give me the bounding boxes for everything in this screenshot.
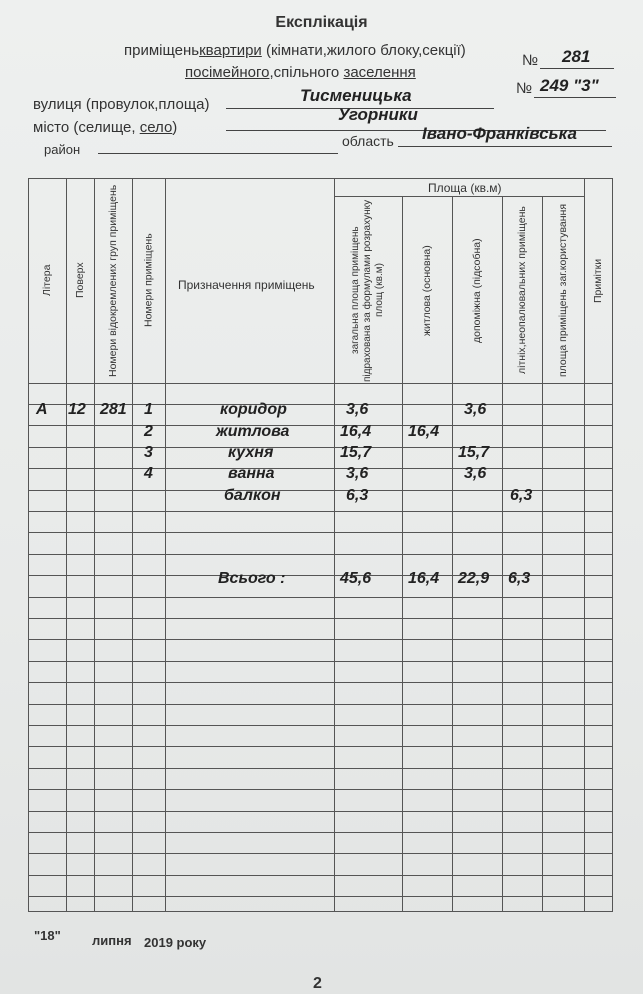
region-label: область	[342, 133, 394, 149]
document-title: Експлікація	[275, 14, 368, 31]
cell-total: 3,6	[346, 401, 369, 418]
col-header-purpose: Призначення приміщень	[178, 278, 315, 292]
table-row-line	[28, 746, 613, 747]
table-row-line	[28, 661, 613, 662]
table-row-line	[28, 639, 613, 640]
table-row-line	[28, 554, 613, 555]
number-label: №	[522, 52, 539, 69]
explication-table	[28, 178, 613, 912]
cell-total: 6,3	[346, 487, 369, 504]
subtitle-line-2: посімейного,спільного заселення	[185, 64, 416, 81]
number2-value: 249 "3"	[540, 76, 599, 95]
table-row-line	[28, 511, 613, 512]
table-row-line	[28, 682, 613, 683]
totals-label: Всього :	[218, 570, 286, 587]
table-row-line	[28, 597, 613, 598]
col-header-notes: Примітки	[592, 258, 604, 303]
cell-purpose: балкон	[224, 487, 281, 504]
table-row-line	[28, 789, 613, 790]
table-row-line	[28, 468, 613, 469]
cell-num: 1	[144, 401, 153, 418]
totals-total: 45,6	[340, 570, 372, 587]
totals-summer: 6,3	[508, 570, 531, 587]
cell-total: 16,4	[340, 423, 372, 440]
totals-living: 16,4	[408, 570, 440, 587]
table-row-line	[28, 853, 613, 854]
col-header-common: площа приміщень заг.користування	[557, 203, 569, 378]
table-row-line	[28, 425, 613, 426]
table-row-line	[28, 725, 613, 726]
subtitle-line-1: приміщеньквартири (кімнати,жилого блоку,секції)	[124, 42, 466, 59]
cell-purpose: ванна	[228, 465, 275, 482]
cell-num: 4	[144, 465, 153, 482]
district-label: район	[44, 142, 81, 157]
cell-litera: А	[36, 401, 48, 418]
table-row-line	[28, 447, 613, 448]
totals-aux: 22,9	[458, 570, 490, 587]
table-row-line	[28, 875, 613, 876]
street-label: вулиця (провулок,площа)	[33, 96, 210, 113]
city-label: місто (селище, село)	[33, 119, 178, 136]
cell-living: 16,4	[408, 423, 440, 440]
cell-aux: 3,6	[464, 465, 487, 482]
cell-aux: 15,7	[458, 444, 490, 461]
cell-group: 281	[100, 401, 127, 418]
table-row-line	[28, 704, 613, 705]
cell-summer: 6,3	[510, 487, 533, 504]
footer-year: 2019 року	[144, 935, 207, 950]
col-header-total: загальна площа приміщень підрахована за формулами розрахунку площ (кв.м)	[350, 199, 385, 382]
number-value: 281	[562, 47, 591, 66]
table-row-line	[28, 896, 613, 897]
cell-total: 15,7	[340, 444, 372, 461]
col-header-room-numbers: Номери приміщень	[142, 233, 155, 328]
table-row-line	[28, 618, 613, 619]
col-header-summer: літніх,неопалювальних приміщень	[516, 206, 528, 375]
cell-total: 3,6	[346, 465, 369, 482]
cell-purpose: кухня	[228, 444, 274, 461]
number2-label: №	[516, 80, 533, 97]
region-underline	[398, 146, 612, 147]
table-row-line	[28, 768, 613, 769]
cell-num: 2	[144, 423, 153, 440]
number2-underline	[534, 97, 616, 98]
street-value: Тисменицька	[300, 86, 412, 105]
col-header-litera: Літера	[41, 264, 53, 297]
table-row-line	[28, 532, 613, 533]
area-group-header: Площа (кв.м)	[428, 181, 502, 195]
col-header-groups: Номери відокремлених груп приміщень	[107, 184, 119, 377]
district-underline	[98, 153, 338, 154]
col-header-poverkh: Поверх	[74, 262, 86, 299]
cell-num: 3	[144, 444, 153, 461]
footer-month: липня	[92, 933, 132, 948]
cell-purpose: житлова	[216, 423, 290, 440]
cell-purpose: коридор	[220, 401, 287, 418]
number-underline	[540, 68, 614, 69]
table-row-line	[28, 811, 613, 812]
footer-day: "18"	[34, 928, 61, 943]
col-header-auxiliary: допоміжна (підсобна)	[471, 238, 483, 343]
col-header-living: житлова (основна)	[421, 245, 433, 336]
cell-aux: 3,6	[464, 401, 487, 418]
cell-poverkh: 12	[68, 401, 86, 418]
region-value: Івано-Франківська	[422, 124, 577, 143]
page-number: 2	[313, 975, 322, 992]
table-row-line	[28, 832, 613, 833]
city-value: Угорники	[338, 105, 418, 124]
